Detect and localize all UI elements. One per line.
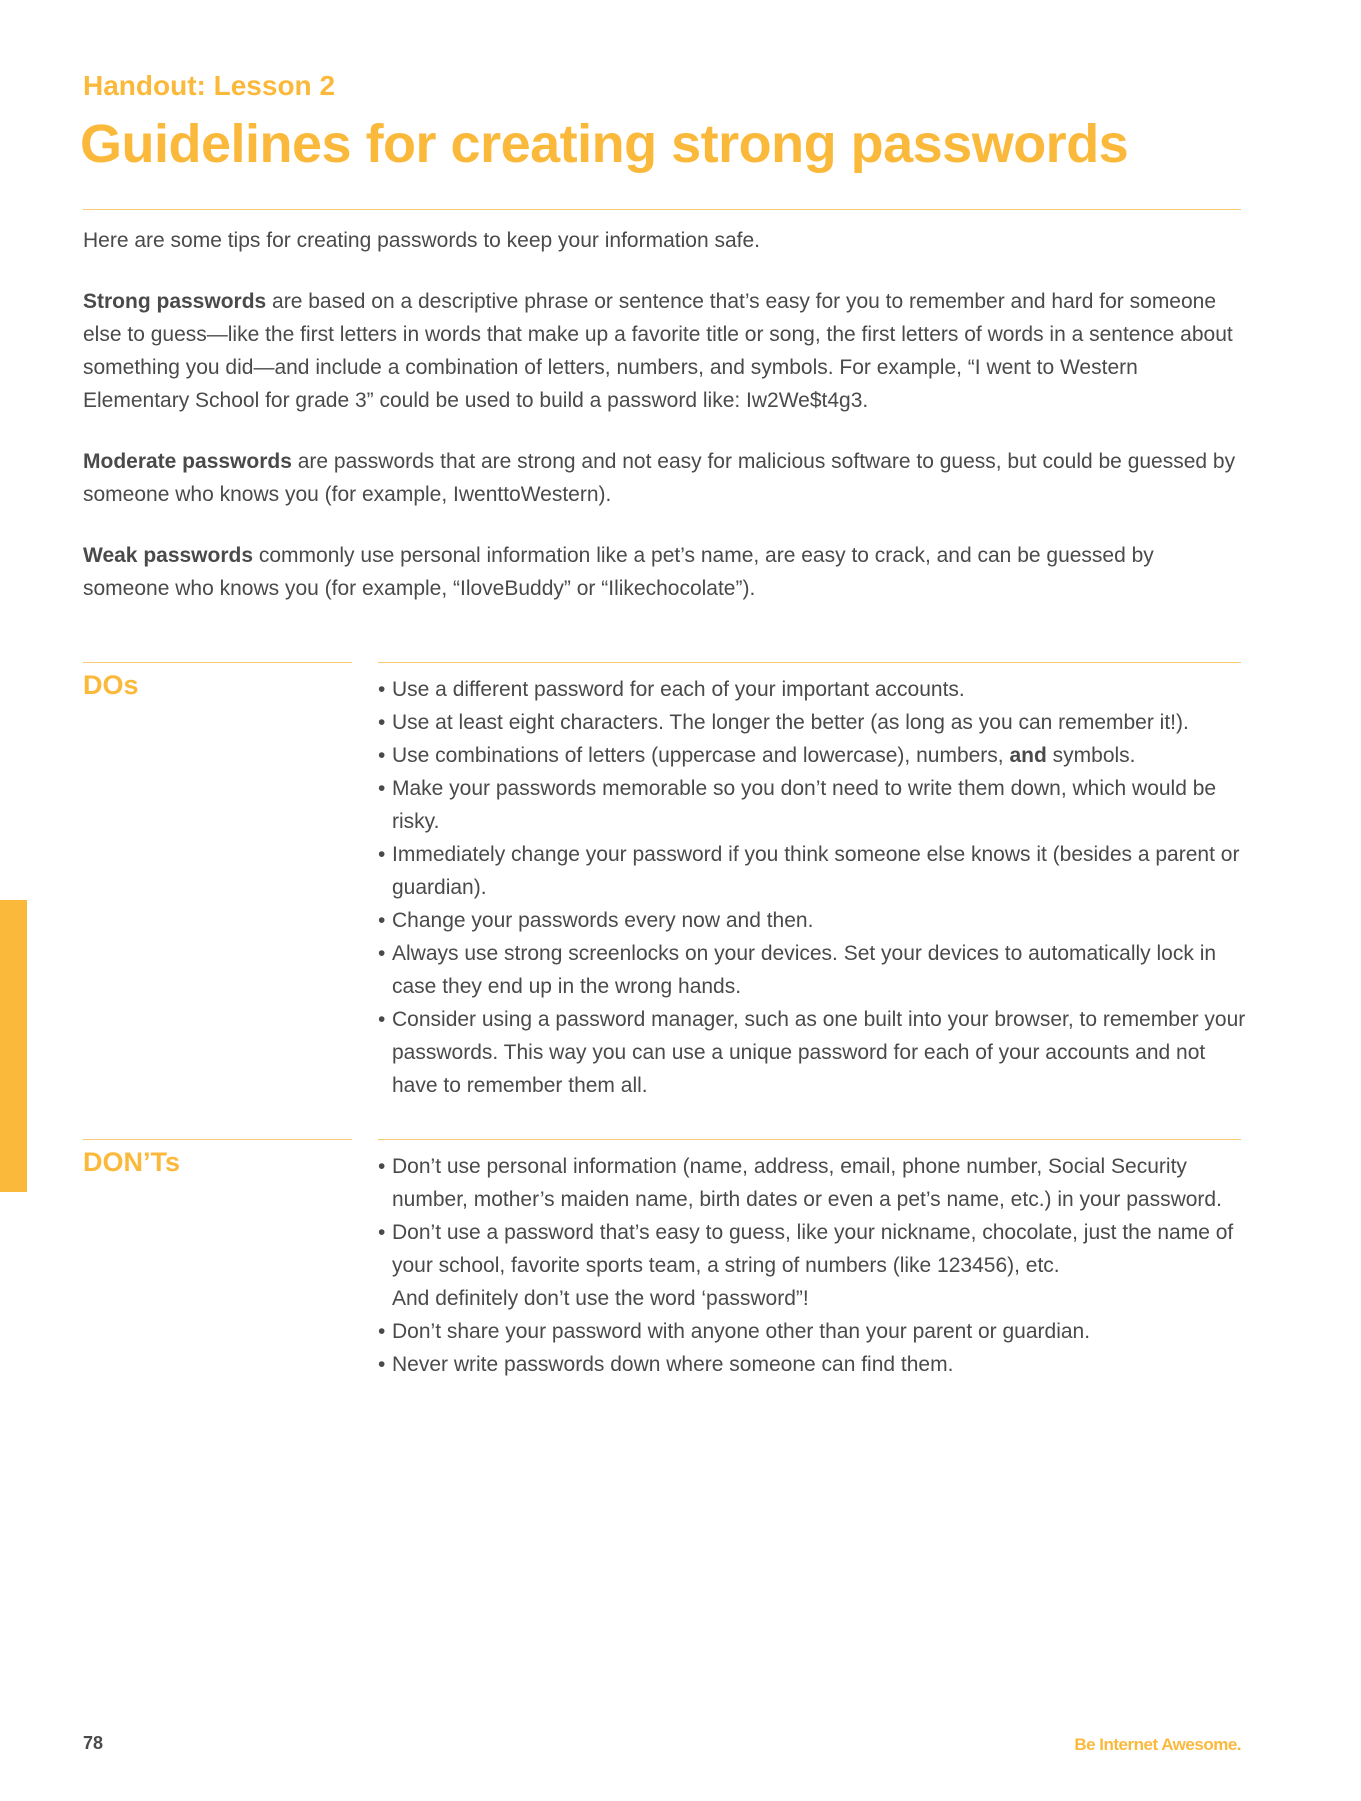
- moderate-passwords-label: Moderate passwords: [83, 450, 292, 473]
- dos-list-item: • Use at least eight characters. The longer the better (as long as you can remember it!).: [378, 706, 1248, 739]
- side-accent-bar: [0, 900, 27, 1192]
- donts-item-text-continued: And definitely don’t use the word ‘password”!: [392, 1287, 809, 1310]
- brand-logo-text: Be Internet Awesome.: [1074, 1735, 1241, 1754]
- dos-list-item: • Consider using a password manager, such as one built into your browser, to remember your passwords. This way you can use a unique password for each of your accounts and not have to remember them all.: [378, 1003, 1248, 1102]
- intro-tip: Here are some tips for creating passwords to keep your information safe.: [83, 229, 760, 252]
- donts-heading: DON’Ts: [83, 1147, 181, 1177]
- dos-list-item: • Change your passwords every now and then.: [378, 904, 1248, 937]
- donts-list-item: • Don’t use personal information (name, address, email, phone number, Social Security number, mother’s maiden name, birth dates or even a pet’s name, etc.) in your password.: [378, 1150, 1248, 1216]
- weak-passwords-text: commonly use personal information like a pet’s name, are easy to crack, and can be guessed by someone who knows you (for example, “IloveBuddy” or “Ilikechocolate”).: [83, 544, 1154, 600]
- dos-list-item: • Make your passwords memorable so you don’t need to write them down, which would be risky.: [378, 772, 1248, 838]
- donts-list: [378, 1150, 1248, 1381]
- dos-list-item: • Use a different password for each of your important accounts.: [378, 673, 1248, 706]
- donts-list-item: • Never write passwords down where someone can find them.: [378, 1348, 1248, 1381]
- dos-list-item: [378, 739, 1248, 772]
- dos-item-text: Use combinations of letters (uppercase and lowercase), numbers,: [392, 744, 1010, 767]
- dos-heading-divider: [83, 662, 352, 663]
- donts-item-text: Don’t use a password that’s easy to guess, like your nickname, chocolate, just the name of your school, favorite sports team, a string of numbers (like 123456), etc.: [392, 1221, 1234, 1277]
- dos-item-bold-word: and: [1009, 744, 1047, 767]
- donts-list-item: [378, 1216, 1248, 1315]
- donts-list-divider: [378, 1139, 1241, 1140]
- dos-list-item: • Always use strong screenlocks on your devices. Set your devices to automatically lock in case they end up in the wrong hands.: [378, 937, 1248, 1003]
- weak-passwords-label: Weak passwords: [83, 544, 254, 567]
- moderate-passwords-paragraph: [83, 445, 1243, 511]
- dos-heading: DOs: [83, 670, 139, 700]
- page-title: Guidelines for creating strong passwords: [80, 114, 1129, 174]
- dos-list-divider: [378, 662, 1241, 663]
- intro-section: [83, 224, 1243, 633]
- moderate-passwords-text: are passwords that are strong and not easy for malicious software to guess, but could be guessed by someone who knows you (for example, IwenttoWestern).: [83, 450, 1236, 506]
- dos-item-text-tail: symbols.: [1046, 744, 1136, 767]
- strong-passwords-label: Strong passwords: [83, 290, 267, 313]
- strong-passwords-text: are based on a descriptive phrase or sentence that’s easy for you to remember and hard for someone else to guess—like the first letters in words that make up a favorite title or song, the first letters of words in a sentence about something you did—and include a combination of letters, numbers, and symbols. For example, “I went to Western Elementary School for grade 3” could be used to build a password like: Iw2We$t4g3.: [83, 290, 1233, 412]
- page-number: 78: [83, 1733, 104, 1753]
- donts-list-item: • Don’t share your password with anyone other than your parent or guardian.: [378, 1315, 1248, 1348]
- dos-list: [378, 673, 1248, 1102]
- title-divider: [83, 209, 1241, 210]
- handout-label: Handout: Lesson 2: [83, 70, 336, 101]
- strong-passwords-paragraph: [83, 285, 1243, 417]
- dos-list-item: • Immediately change your password if you think someone else knows it (besides a parent or guardian).: [378, 838, 1248, 904]
- donts-heading-divider: [83, 1139, 352, 1140]
- weak-passwords-paragraph: [83, 539, 1243, 605]
